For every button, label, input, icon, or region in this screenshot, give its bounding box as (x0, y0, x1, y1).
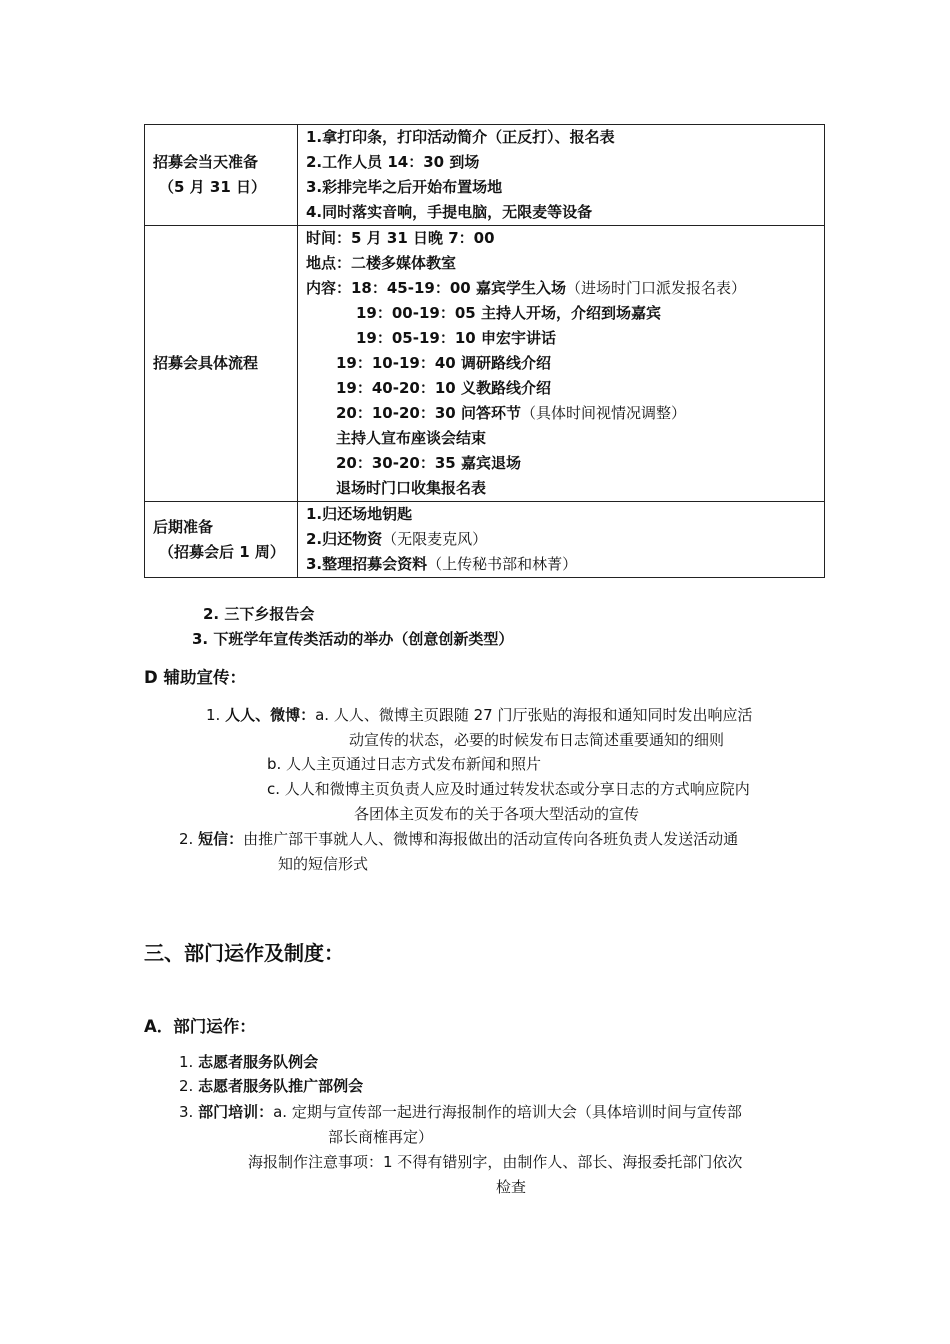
table-row (145, 502, 825, 578)
table-line: 时间：5 月 31 日晚 7：00 (306, 229, 495, 247)
list-number: 2. (179, 830, 194, 848)
table-line: 19：00-19：05 主持人开场，介绍到场嘉宾 (356, 304, 661, 322)
table-line: 内容：18：45-19：00 嘉宾学生入场（进场时门口派发报名表） (306, 279, 746, 297)
list-item: 2. 三下乡报告会 (203, 605, 315, 623)
row-content-cell (298, 502, 825, 578)
table-line: 19：40-20：10 义教路线介绍 (336, 379, 551, 397)
recruitment-plan-table (144, 124, 825, 578)
paragraph-line: 知的短信形式 (278, 855, 369, 873)
list-item: 3. 下班学年宣传类活动的举办（创意创新类型） (192, 630, 514, 648)
paragraph-line: 检查 (496, 1178, 527, 1196)
paragraph-line: b. 人人主页通过日志方式发布新闻和照片 (267, 755, 542, 773)
table-line: 2.归还物资（无限麦克风） (306, 530, 488, 548)
list-number: 2. (179, 1077, 194, 1095)
item-label: 短信： (198, 830, 244, 848)
table-line-note: （具体时间视情况调整） (520, 404, 686, 422)
paragraph-line (179, 828, 738, 849)
table-line: 主持人宣布座谈会结束 (336, 429, 487, 447)
table-line: 2.工作人员 14：30 到场 (306, 153, 480, 171)
item-text: 志愿者服务队推广部例会 (198, 1077, 364, 1095)
table-line: 19：10-19：40 调研路线介绍 (336, 354, 551, 372)
item-label: 人人、微博： (225, 706, 316, 724)
paragraph-line: 动宣传的状态，必要的时候发布日志简述重要通知的细则 (349, 731, 725, 749)
item-text: 由推广部干事就人人、微博和海报做出的活动宣传向各班负责人发送活动通 (243, 830, 739, 848)
paragraph-line: 海报制作注意事项：1 不得有错别字，由制作人、部长、海报委托部门依次 (248, 1153, 743, 1171)
item-text: a. 人人、微博主页跟随 27 门厅张贴的海报和通知同时发出响应活 (315, 706, 753, 724)
list-item (179, 1101, 742, 1122)
table-line: 1.拿打印条，打印活动简介（正反打）、报名表 (306, 128, 615, 146)
row-label: 后期准备 (153, 517, 214, 536)
table-line: 20：10-20：30 问答环节（具体时间视情况调整） (336, 404, 686, 422)
table-line: 4.同时落实音响，手提电脑，无限麦等设备 (306, 203, 593, 221)
item-text: a. 定期与宣传部一起进行海报制作的培训大会（具体培训时间与宣传部 (273, 1103, 742, 1121)
table-line-note: （上传秘书部和林菁） (427, 555, 578, 573)
list-number: 1. (206, 706, 221, 724)
table-line: 退场时门口收集报名表 (336, 479, 487, 497)
table-line: 3.彩排完毕之后开始布置场地 (306, 178, 503, 196)
paragraph-line: 部长商榷再定） (328, 1128, 434, 1146)
list-item (179, 1051, 318, 1072)
section-heading: A．部门运作： (144, 1017, 256, 1036)
table-line: 3.整理招募会资料（上传秘书部和林菁） (306, 555, 578, 573)
row-label-cell (145, 226, 298, 502)
item-label: 部门培训： (198, 1103, 274, 1121)
row-label-sub: （5 月 31 日） (159, 178, 266, 196)
table-line: 20：30-20：35 嘉宾退场 (336, 454, 521, 472)
row-content-cell (298, 226, 825, 502)
table-row (145, 125, 825, 226)
item-text: 志愿者服务队例会 (198, 1053, 319, 1071)
row-content-cell (298, 125, 825, 226)
row-label: 招募会具体流程 (153, 354, 259, 372)
row-label-sub: （招募会后 1 周） (159, 542, 285, 561)
row-label: 招募会当天准备 (153, 153, 259, 171)
row-label-cell (145, 125, 298, 226)
list-number: 1. (179, 1053, 194, 1071)
section-heading: D 辅助宣传： (144, 668, 246, 687)
table-line: 地点：二楼多媒体教室 (306, 254, 457, 272)
table-line-note: （无限麦克风） (382, 530, 488, 548)
paragraph-line: c. 人人和微博主页负责人应及时通过转发状态或分享日志的方式响应院内 (267, 780, 750, 798)
page-title: 三、部门运作及制度： (144, 941, 344, 965)
paragraph-line: 各团体主页发布的关于各项大型活动的宣传 (354, 805, 640, 823)
list-number: 3. (179, 1103, 194, 1121)
paragraph-line (206, 704, 752, 725)
table-line: 1.归还场地钥匙 (306, 505, 413, 523)
table-line: 19：05-19：10 申宏宇讲话 (356, 329, 556, 347)
table-line-note: （进场时门口派发报名表） (565, 279, 746, 297)
list-item (179, 1075, 363, 1096)
table-row (145, 226, 825, 502)
row-label-cell (145, 502, 298, 578)
